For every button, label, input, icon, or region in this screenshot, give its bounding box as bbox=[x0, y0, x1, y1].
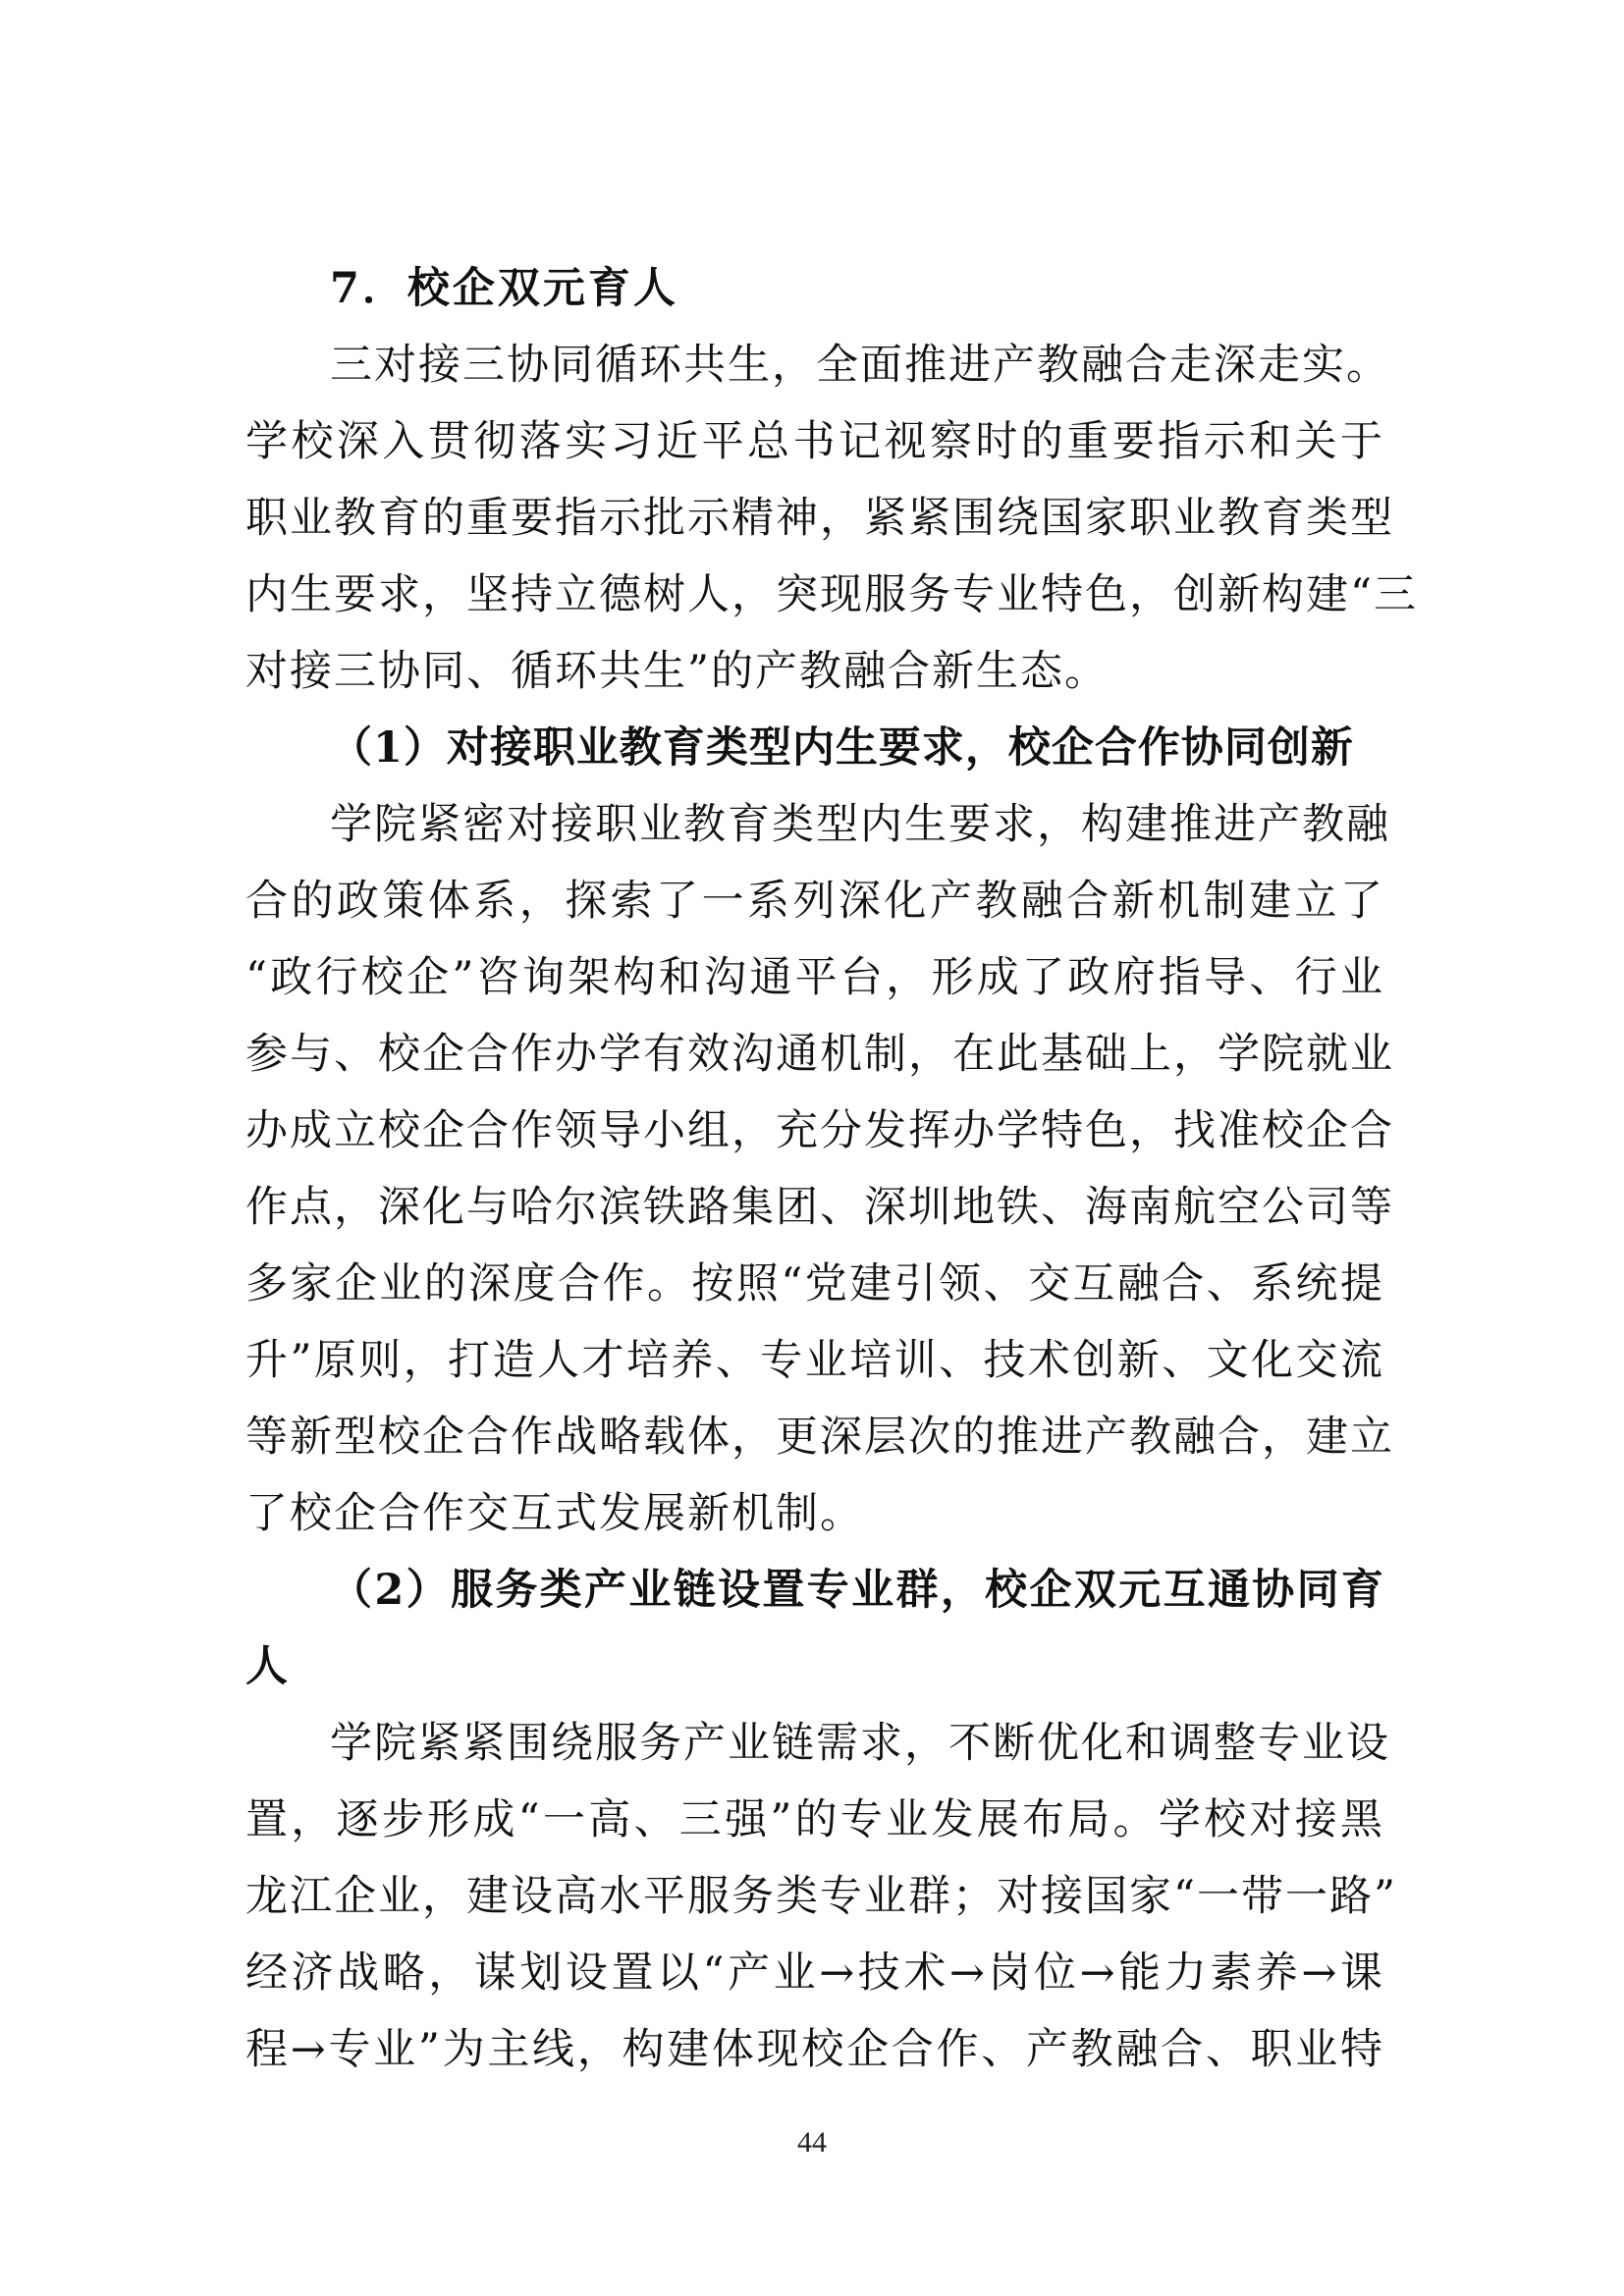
subsection-1-heading: （1）对接职业教育类型内生要求，校企合作协同创新 bbox=[330, 723, 1354, 773]
subsection-2-heading-continued: 人 bbox=[245, 1642, 289, 1691]
paragraph-line: 内生要求，坚持立德树人，突现服务专业特色，创新构建“三 bbox=[245, 570, 1418, 619]
paragraph-line: 程→专业”为主线，构建体现校企合作、产教融合、职业特 bbox=[245, 2025, 1384, 2074]
paragraph-line: 职业教育的重要指示批示精神，紧紧围绕国家职业教育类型 bbox=[245, 494, 1394, 543]
paragraph-line: 经济战略，谋划设置以“产业→技术→岗位→能力素养→课 bbox=[245, 1949, 1384, 1998]
paragraph-line: 置，逐步形成“一高、三强”的专业发展布局。学校对接黑 bbox=[245, 1795, 1384, 1844]
paragraph-line: 办成立校企合作领导小组，充分发挥办学特色，找准校企合 bbox=[245, 1106, 1394, 1155]
paragraph-line: 三对接三协同循环共生，全面推进产教融合走深走实。 bbox=[330, 341, 1390, 390]
paragraph-line: 升”原则，打造人才培养、专业培训、技术创新、文化交流 bbox=[245, 1336, 1384, 1385]
section-heading: 7．校企双元育人 bbox=[330, 264, 678, 313]
paragraph-line: 对接三协同、循环共生”的产教融合新生态。 bbox=[245, 647, 1109, 696]
paragraph-line: 了校企合作交互式发展新机制。 bbox=[245, 1489, 864, 1538]
paragraph-line: 参与、校企合作办学有效沟通机制，在此基础上，学院就业 bbox=[245, 1030, 1394, 1079]
paragraph-line: “政行校企”咨询架构和沟通平台，形成了政府指导、行业 bbox=[245, 953, 1384, 1002]
paragraph-line: 多家企业的深度合作。按照“党建引领、交互融合、系统提 bbox=[245, 1259, 1384, 1308]
paragraph-line: 学校深入贯彻落实习近平总书记视察时的重要指示和关于 bbox=[245, 417, 1384, 466]
paragraph-line: 等新型校企合作战略载体，更深层次的推进产教融合，建立 bbox=[245, 1413, 1394, 1462]
paragraph-line: 龙江企业，建设高水平服务类专业群；对接国家“一带一路” bbox=[245, 1872, 1397, 1921]
subsection-2-paragraph bbox=[245, 1705, 1397, 2088]
subsection-1-paragraph bbox=[245, 786, 1394, 1552]
paragraph-line: 作点，深化与哈尔滨铁路集团、深圳地铁、海南航空公司等 bbox=[245, 1183, 1394, 1232]
paragraph-line: 学院紧紧围绕服务产业链需求，不断优化和调整专业设 bbox=[330, 1719, 1390, 1768]
subsection-2-heading: （2）服务类产业链设置专业群，校企双元互通协同育 bbox=[330, 1566, 1384, 1615]
page-number: 44 bbox=[797, 2126, 827, 2159]
paragraph-line: 合的政策体系，探索了一系列深化产教融合新机制建立了 bbox=[245, 877, 1384, 926]
paragraph-line: 学院紧密对接职业教育类型内生要求，构建推进产教融 bbox=[330, 800, 1390, 849]
document-page bbox=[245, 250, 1418, 2088]
intro-paragraph bbox=[245, 327, 1418, 710]
